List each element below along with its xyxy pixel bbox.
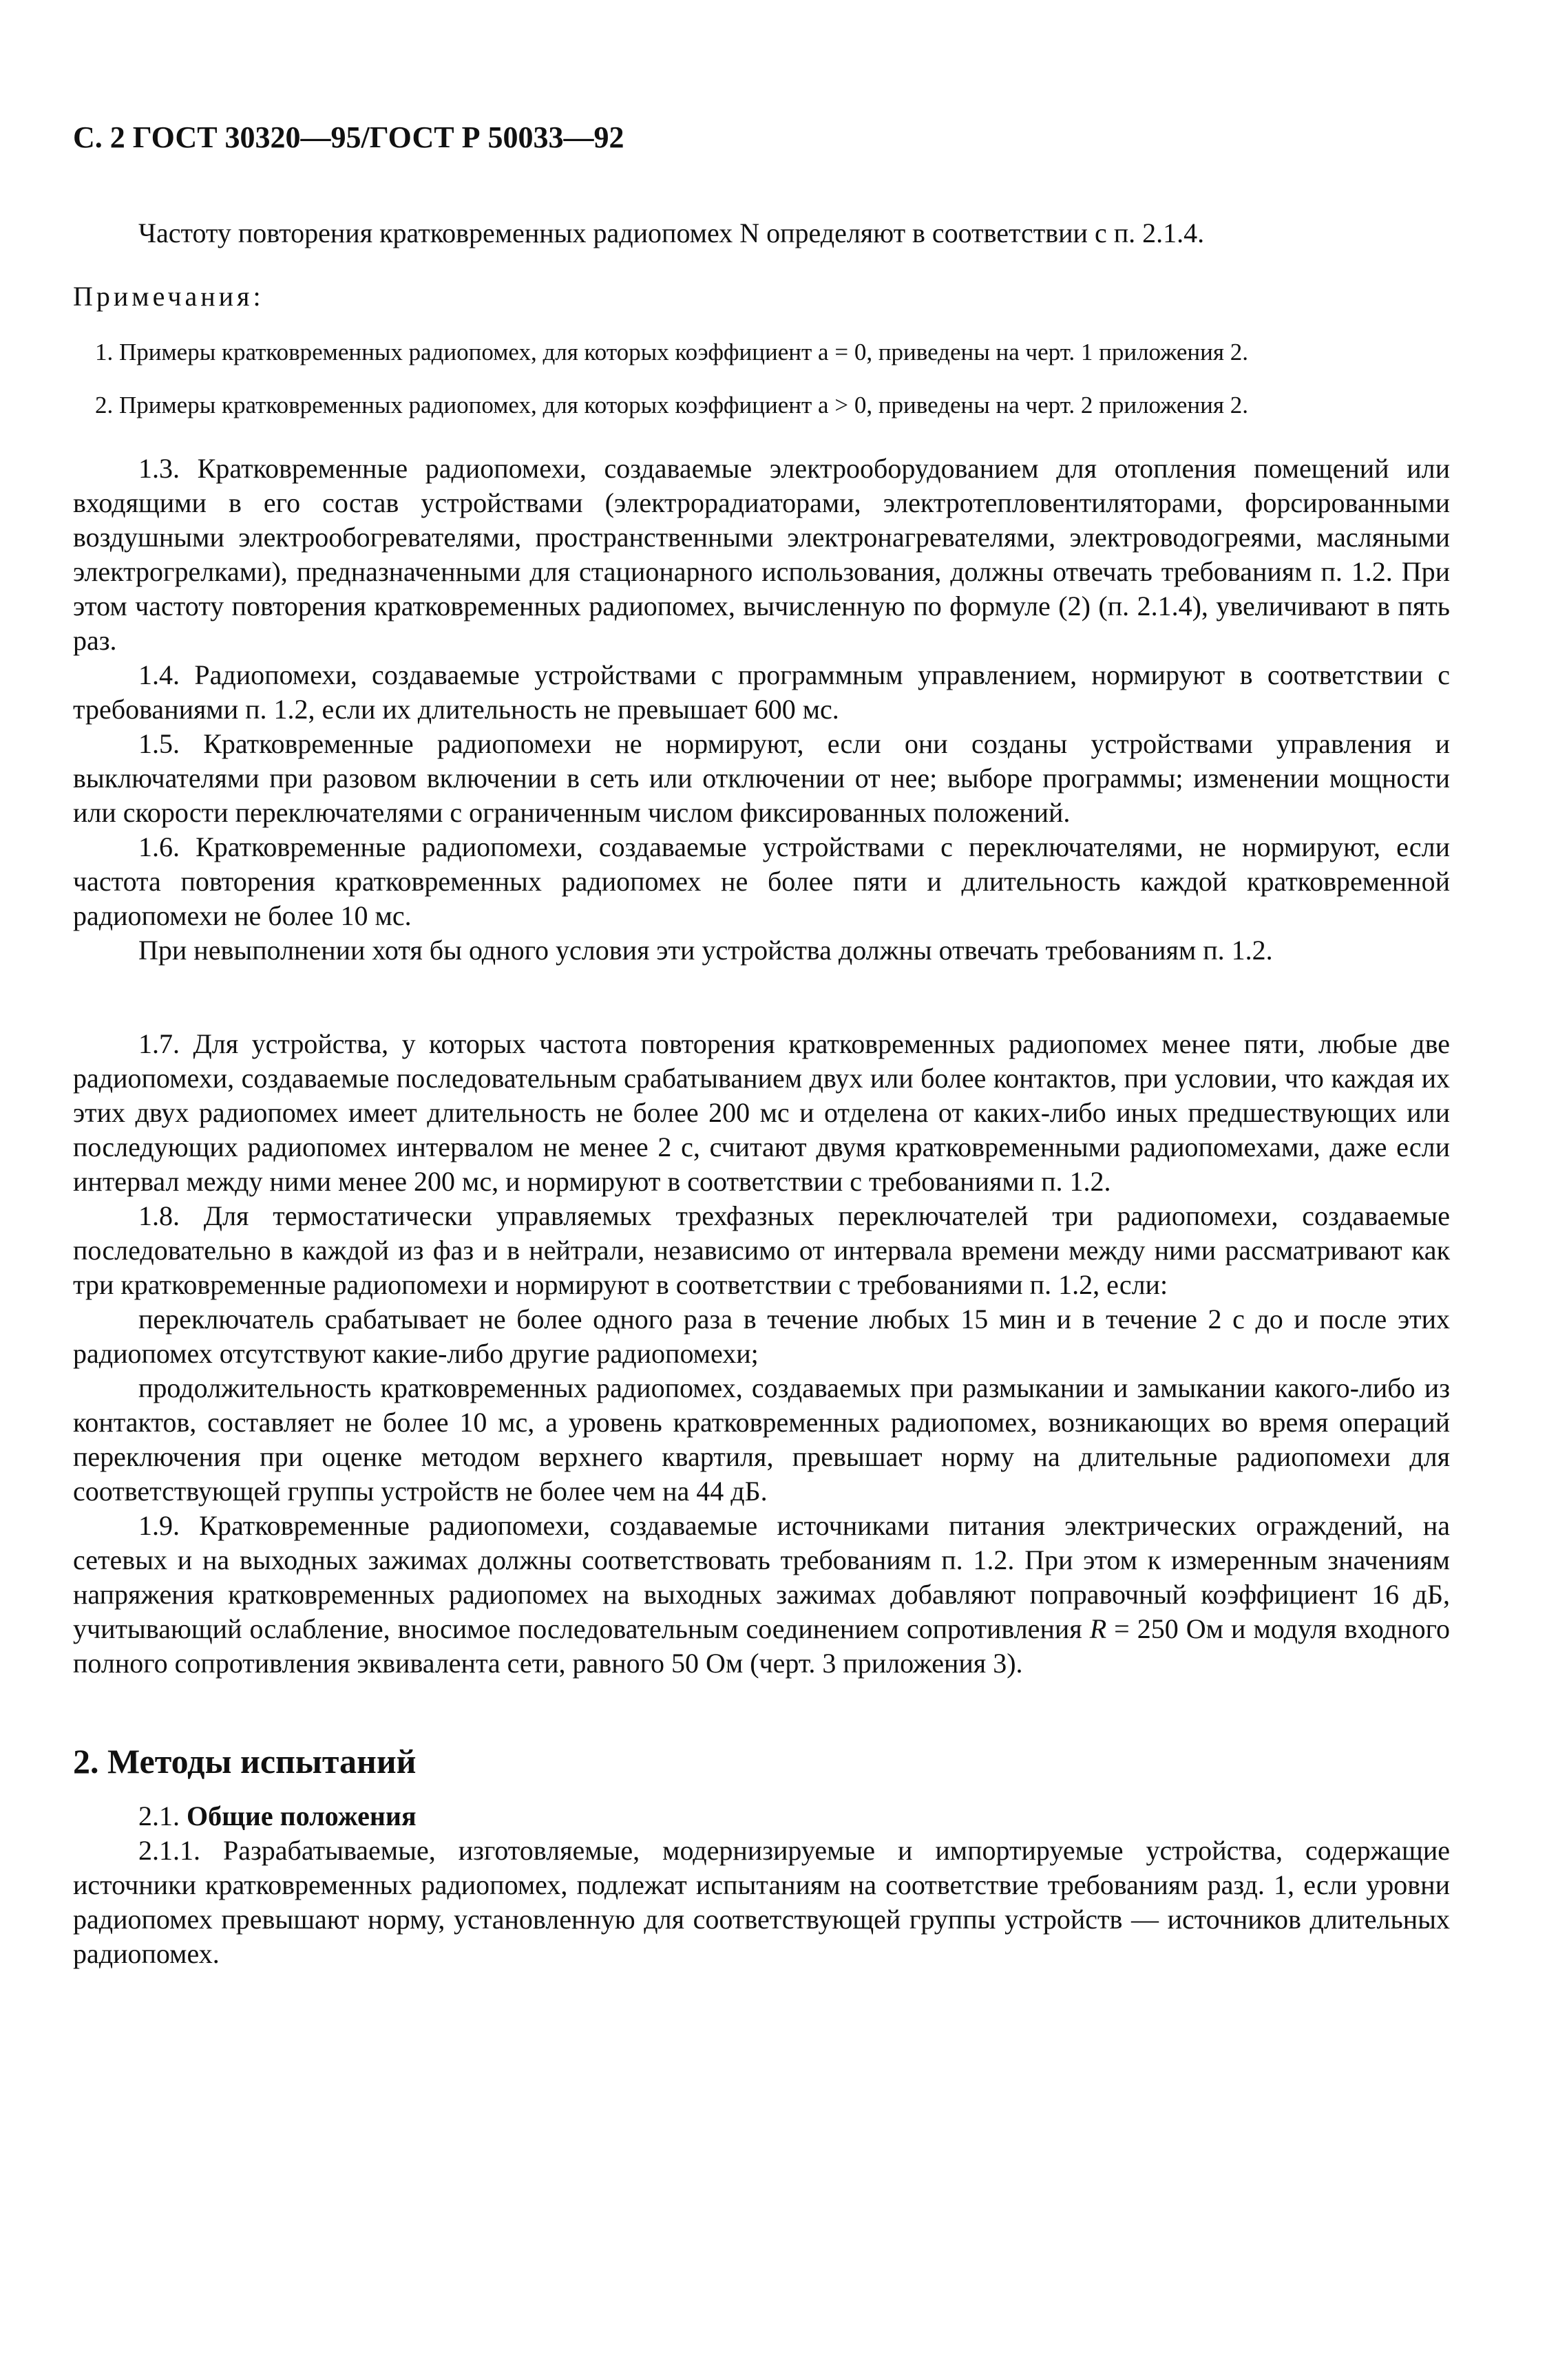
notes-title: Примечания: bbox=[73, 281, 264, 312]
paragraph-1-8-condition-b: продолжительность кратковременных радиопомех, создаваемых при размыкании и замыкании какого-либо из контактов, составляет не более 10 мс, а уровень кратковременных радиопомех, возникающих во время операций переключения при оценке методом верхнего квартиля, превышает норму на длительные радиопомехи для соответствующей группы устройств не более чем на 44 дБ. bbox=[73, 1372, 1450, 1507]
subsection-2-1-number: 2.1. bbox=[138, 1800, 187, 1831]
note-1: 1. Примеры кратковременных радиопомех, для которых коэффициент a = 0, приведены на черт. 1 приложения 2. bbox=[95, 339, 1248, 365]
paragraph-1-3: 1.3. Кратковременные радиопомехи, создаваемые электрооборудованием для отопления помещений или входящими в его состав устройствами (электрорадиаторами, электротепловентиляторами, форсированными воздушными электрообогревателями, пространственными электронагревателями, электроводогреями, масляными электрогрелками), предназначенными для стационарного использования, должны отвечать требованиям п. 1.2. При этом частоту повторения кратковременных радиопомех, вычисленную по формуле (2) (п. 2.1.4), увеличивают в пять раз. bbox=[73, 453, 1450, 656]
paragraph-1-9-end: = 250 Ом и модуля входного полного сопротивления эквивалента сети, равного 50 Ом (черт. 3 приложения 3). bbox=[73, 1613, 1451, 1679]
paragraph-1-4: 1.4. Радиопомехи, создаваемые устройствами с программным управлением, нормируют в соответствии с требованиями п. 1.2, если их длительность не превышает 600 мс. bbox=[73, 659, 1450, 725]
paragraph-1-5: 1.5. Кратковременные радиопомехи не нормируют, если они созданы устройствами управления и выключателями при разовом включении в сеть или отключении от нее; выборе программы; изменении мощности или скорости переключателями с ограниченным числом фиксированных положений. bbox=[73, 728, 1450, 828]
section-2-heading: 2. Методы испытаний bbox=[73, 1742, 417, 1781]
resistance-variable: R bbox=[1089, 1613, 1107, 1644]
note-2: 2. Примеры кратковременных радиопомех, для которых коэффициент a > 0, приведены на черт. 2 приложения 2. bbox=[95, 392, 1248, 418]
paragraph-1-7: 1.7. Для устройства, у которых частота повторения кратковременных радиопомех менее пяти, любые две радиопомехи, создаваемые последовательным срабатыванием двух или более контактов, при условии, что каждая их этих двух радиопомех имеет длительность не более 200 мс и отделена от каких-либо иных предшествующих или последующих радиопомех интервалом не менее 2 с, считают двумя кратковременными радиопомехами, даже если интервал между ними менее 200 мс, и нормируют в соответствии с требованиями п. 1.2. bbox=[73, 1028, 1450, 1197]
paragraph-1-9-start: 1.9. Кратковременные радиопомехи, создаваемые источниками питания электрических ограждений, на сетевых и на выходных зажимах должны соответствовать требованиям п. 1.2. При этом к измеренным значениям напряжения кратковременных радиопомех на выходных зажимах добавляют поправочный коэффициент 16 дБ, учитывающий ослабление, вносимое последовательным соединением сопротивления bbox=[73, 1510, 1450, 1644]
page-content bbox=[73, 117, 1450, 1971]
intro-paragraph: Частоту повторения кратковременных радиопомех N определяют в соответствии с п. 2.1.4. bbox=[138, 217, 1205, 248]
paragraph-1-6: 1.6. Кратковременные радиопомехи, создаваемые устройствами с переключателями, не нормируют, если частота повторения кратковременных радиопомех не более пяти и длительность каждой кратковременной радиопомехи не более 10 мс. bbox=[73, 831, 1450, 931]
paragraph-1-8: 1.8. Для термостатически управляемых трехфазных переключателей три радиопомехи, создаваемые последовательно в каждой из фаз и в нейтрали, независимо от интервала времени между ними рассматривают как три кратковременные радиопомехи и нормируют в соответствии с требованиями п. 1.2, если: bbox=[73, 1200, 1450, 1300]
subsection-2-1-title: Общие положения bbox=[187, 1800, 417, 1831]
paragraph-1-9 bbox=[73, 1509, 1450, 1681]
page-header: С. 2 ГОСТ 30320—95/ГОСТ Р 50033—92 bbox=[73, 120, 624, 154]
paragraph-2-1-1: 2.1.1. Разрабатываемые, изготовляемые, модернизируемые и импортируемые устройства, содержащие источники кратковременных радиопомех, подлежат испытаниям на соответствие требованиям разд. 1, если уровни радиопомех превышают норму, установленную для соответствующей группы устройств — источников длительных радиопомех. bbox=[73, 1835, 1450, 1969]
paragraph-1-8-condition-a: переключатель срабатывает не более одного раза в течение любых 15 мин и в течение 2 с до и после этих радиопомех отсутствуют какие-либо другие радиопомехи; bbox=[73, 1304, 1450, 1369]
subsection-2-1-heading bbox=[73, 1799, 1450, 1834]
paragraph-1-6-continuation: При невыполнении хотя бы одного условия эти устройства должны отвечать требованиям п. 1.2. bbox=[138, 935, 1273, 966]
